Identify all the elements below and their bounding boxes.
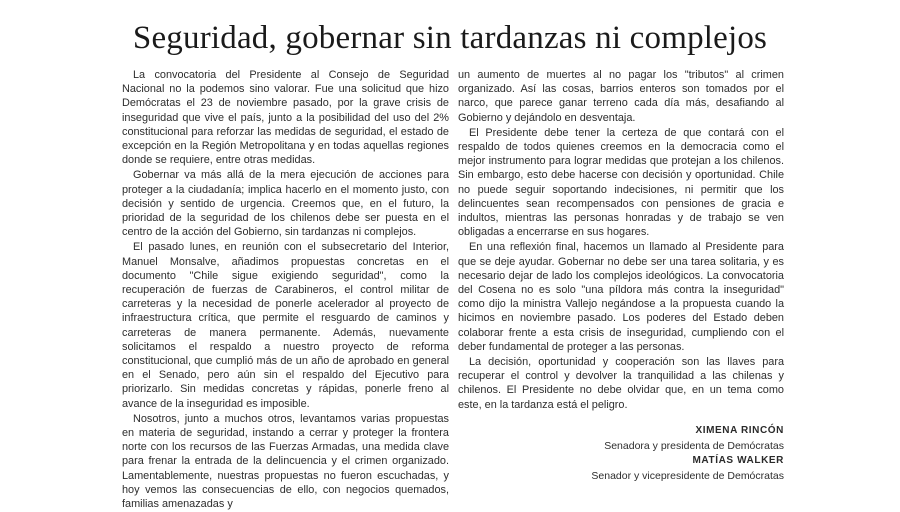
paragraph-continued: un aumento de muertes al no pagar los "tributos" al crimen organizado. Así las cosas, barrios enteros son tomados por el narco, que parece ganar terreno cada día más, desafiando al Gobierno y dejándolo en desventaja. [458,69,784,124]
paragraph: Nosotros, junto a muchos otros, levantamos varias propuestas en materia de seguridad, instando a cerrar y proteger la frontera norte con los recursos de las Fuerzas Armadas, una medida clave para frenar la entrada de la delincuencia y el crimen organizado. Lamentablemente, nuestras propuestas no fueron escuchadas, y hoy vemos las consecuencias de ello, con negocios quemados, familias amenazadas y [122,412,449,511]
signature-name: XIMENA RINCÓN [695,424,784,436]
signature-role: Senadora y presidenta de Demócratas [604,439,784,452]
paragraph: Gobernar va más allá de la mera ejecución de acciones para proteger a la ciudadanía; implica hacerlo en el momento justo, con decisión y sentido de urgencia. Creemos que, en el futuro, la prioridad de la seguridad de los chilenos debe ser puesta en el centro de la acción del Gobierno, sin tardanzas ni complejos. [122,169,449,239]
signature-name: MATÍAS WALKER [692,454,784,466]
paragraph: La convocatoria del Presidente al Consejo de Seguridad Nacional no la podemos sino valorar. Fue una solicitud que hizo Demócratas el 23 de noviembre pasado, por la grave crisis de inseguridad que vive el país, junto a la posibilidad del uso del 2% constitucional para reforzar las medidas de seguridad, el estado de excepción en la Región Metropolitana y en todas aquellas regiones donde se requiere, entre otras medidas. [122,69,449,167]
signatures [458,424,784,483]
paragraph: El pasado lunes, en reunión con el subsecretario del Interior, Manuel Monsalve, añadimos propuestas concretas en el documento "Chile sigue exigiendo seguridad", como la recuperación de fuerzas de Carabineros, el control militar de carreteras y la necesidad de ponerle acelerador al proyecto de infraestructura crítica, que permite el resguardo de caminos y carreteras de manera permanente. Además, nuevamente solicitamos el respaldo a nuestro proyecto de reforma constitucional, que cumplió más de un año de aprobado en general en el Senado, pero aún sin el respaldo del Ejecutivo para priorizarlo. Sin medidas concretas y rápidas, ponerle freno al avance de la inseguridad es imposible. [122,241,449,410]
paragraph: En una reflexión final, hacemos un llamado al Presidente para que se deje ayudar. Gobernar no debe ser una tarea solitaria, y es necesario dejar de lado los complejos ideológicos. La convocatoria del Cosena no es solo "una píldora más contra la inseguridad" como dijo la ministra Vallejo negándose a la propuesta cuando la hicimos en noviembre pasado. Los poderes del Estado deben colaborar frente a esta crisis de inseguridad, cumpliendo con el deber fundamental de proteger a las personas. [458,241,784,353]
signature-role: Senador y vicepresidente de Demócratas [591,469,784,482]
left-column [122,68,449,512]
article-title: Seguridad, gobernar sin tardanzas ni complejos [132,20,768,56]
paragraph: El Presidente debe tener la certeza de que contará con el respaldo de todos quienes creemos en la democracia como el mejor instrumento para lograr medidas que protejan a los chilenos. Sin embargo, esto debe hacerse con decisión y oportunidad. Chile no puede seguir soportando indecisiones, ni permitir que los delincuentes sean recompensados con pensiones de gracia e indultos, mientras las personas honradas y de trabajo se ven obligadas a encerrarse en sus hogares. [458,126,784,239]
paragraph: La decisión, oportunidad y cooperación son las llaves para recuperar el control y devolver la tranquilidad a las chilenas y chilenos. El Presidente no debe olvidar que, en un tema como este, en la tardanza está el peligro. [458,356,784,411]
right-column [458,68,784,484]
